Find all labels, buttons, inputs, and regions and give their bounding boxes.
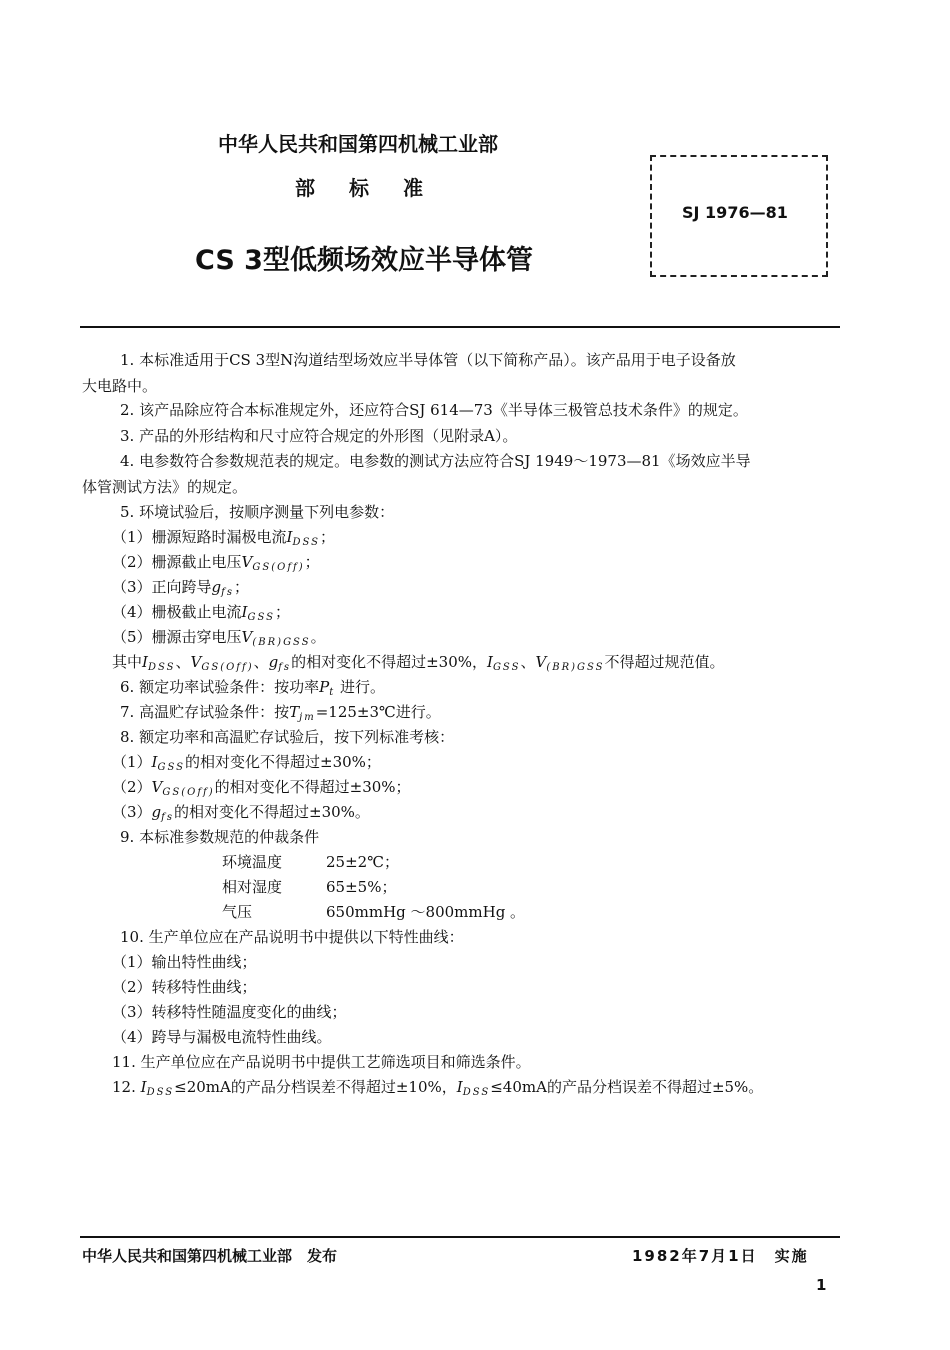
clause-8: 8. 额定功率和高温贮存试验后，按下列标准考核： — [120, 728, 455, 746]
clause-8-item-2: $(2)V_{GS(Off)}$的相对变化不得超过±30%； — [112, 778, 411, 798]
clause-8-item-3: $(3)g_{fs}$的相对变化不得超过±30%。 — [112, 803, 370, 823]
clause-1-line-1: 1. 本标准适用于CS 3型N沟道结型场效应半导体管（以下简称产品）。该产品用于电子设备放 — [120, 351, 736, 369]
clause-3: 3. 产品的外形结构和尺寸应符合规定的外形图（见附录A）。 — [120, 427, 518, 445]
page-number: 1 — [816, 1276, 827, 1294]
clause-6: 6. 额定功率试验条件：按功率$P_t$ 进行。 — [120, 678, 386, 698]
clause-5-item-5: （5）栅源击穿电压$V_{(BR)GSS}$。 — [112, 628, 326, 648]
standard-code: SJ 1976—81 — [682, 203, 788, 222]
clause-10-item-1: （1）输出特性曲线； — [112, 953, 257, 971]
footer-divider — [80, 1236, 840, 1238]
condition-value: 650mmHg ～800mmHg 。 — [326, 903, 526, 921]
clause-4-line-2: 体管测试方法》的规定。 — [82, 478, 248, 496]
clause-8-item-1: $(1)I_{GSS}$的相对变化不得超过±30%； — [112, 753, 381, 773]
document-title: CS 3型低频场效应半导体管 — [195, 245, 533, 276]
clause-11: 11. 生产单位应在产品说明书中提供工艺筛选项目和筛选条件。 — [112, 1053, 531, 1071]
clause-2: 2. 该产品除应符合本标准规定外，还应符合SJ 614—73《半导体三极管总技术条件》的规定。 — [120, 401, 748, 419]
condition-name: 气压 — [222, 903, 253, 921]
condition-name: 环境温度 — [222, 853, 283, 871]
clause-10-item-2: （2）转移特性曲线； — [112, 978, 257, 996]
header-divider — [80, 326, 840, 328]
condition-name: 相对湿度 — [222, 878, 283, 896]
clause-5-item-1: （1）栅源短路时漏极电流$I_{DSS}$； — [112, 528, 336, 548]
clause-1-line-2: 大电路中。 — [82, 377, 158, 395]
clause-5-summary: 其中$I_{DSS}$、$V_{GS(Off)}$、$g_{fs}$的相对变化不得超过±30%，$I_{GSS}$、$V_{(BR)GSS}$不得超过规范值。 — [112, 653, 725, 673]
condition-value: 65±5%； — [326, 878, 397, 896]
clause-7: 7. 高温贮存试验条件：按$T_{jm}=125\pm 3℃$进行。 — [120, 703, 441, 723]
clause-4-line-1: 4. 电参数符合参数规范表的规定。电参数的测试方法应符合SJ 1949～1973—81《场效应半导 — [120, 452, 751, 470]
footer-issuer: 中华人民共和国第四机械工业部 发布 — [82, 1247, 338, 1265]
clause-10-item-3: （3）转移特性随温度变化的曲线； — [112, 1003, 347, 1021]
clause-9: 9. 本标准参数规范的仲裁条件 — [120, 828, 320, 846]
clause-5-item-3: （3）正向跨导$g_{fs}$； — [112, 578, 250, 598]
condition-value: 25±2℃； — [326, 853, 399, 871]
clause-5-item-2: （2）栅源截止电压$V_{GS(Off)}$； — [112, 553, 320, 573]
footer-effective-date: 1982年7月1日 实施 — [632, 1247, 809, 1265]
issuing-ministry: 中华人民共和国第四机械工业部 — [218, 132, 498, 156]
clause-10: 10. 生产单位应在产品说明书中提供以下特性曲线： — [120, 928, 464, 946]
clause-5-item-4: （4）栅极截止电流$I_{GSS}$； — [112, 603, 291, 623]
clause-10-item-4: （4）跨导与漏极电流特性曲线。 — [112, 1028, 332, 1046]
standard-type: 部标准 — [295, 176, 457, 200]
clause-12: 12. $I_{DSS}\le 20mA$的产品分档误差不得超过±10%，$I_{DSS}\le 40mA$的产品分档误差不得超过±5%。 — [112, 1078, 764, 1098]
clause-5: 5. 环境试验后，按顺序测量下列电参数： — [120, 503, 395, 521]
